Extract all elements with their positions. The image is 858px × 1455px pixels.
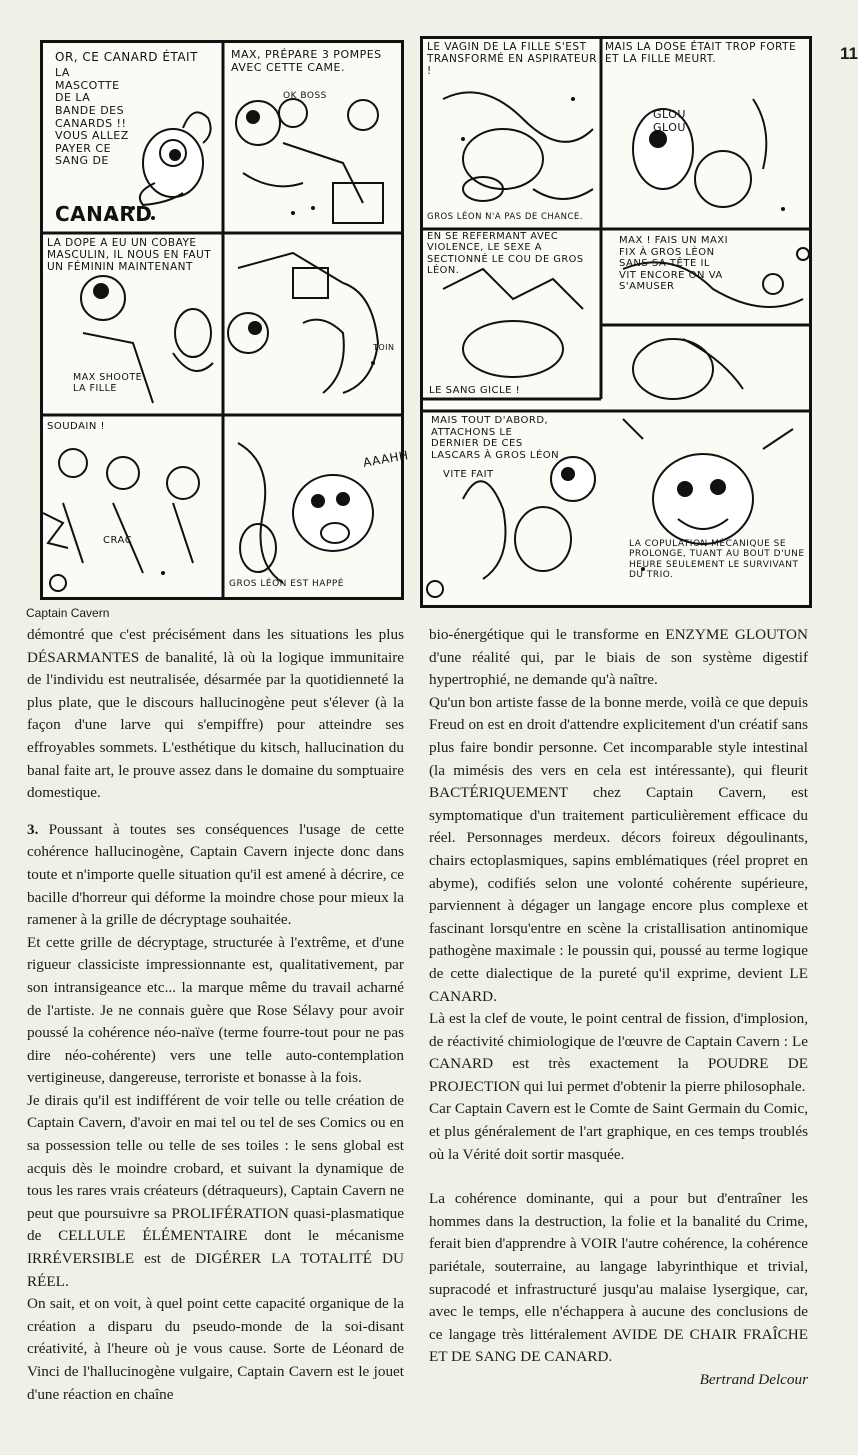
paragraph: Car Captain Cavern est le Comte de Saint Germain du Comic, et plus généralement de l'art graphique, en ces temps troublés où la Vérité doit sortir masquée.: [429, 1100, 808, 1163]
page-number: 11: [840, 44, 858, 63]
panel-3-speech: LA DOPE A EU UN COBAYE MASCULIN, IL NOUS EN FAUT UN FÉMININ MAINTENANT: [47, 237, 212, 274]
panel-6-scream: AAAHH: [361, 448, 410, 470]
panel-r1-caption: LE VAGIN DE LA FILLE S'EST TRANSFORMÉ EN ASPIRATEUR !: [427, 41, 597, 78]
paragraph: bio-énergétique qui le transforme en ENZYME GLOUTON d'une réalité qui, par le biais de son système digestif hypertrophié, ne demande qu'à naître.: [429, 626, 808, 689]
panel-1-title: OR, CE CANARD ÉTAIT: [55, 50, 198, 64]
panel-r6-speech: MAIS TOUT D'ABORD, ATTACHONS LE DERNIER DE CES LASCARS À GROS LÉON: [431, 415, 560, 461]
panel-1-speech: LA MASCOTTE DE LA BANDE DES CANARDS !! VOUS ALLEZ PAYER CE SANG DE: [55, 66, 129, 168]
article-column-right: [429, 624, 808, 1392]
comic-strip-left: [40, 40, 410, 600]
paragraph: Qu'un bon artiste fasse de la bonne merde, voilà ce que depuis Freud on est en droit d'attendre explicitement d'un créatif sans plus faire bondir personne. Cet incomparable style intestinal (la mimésis des vers en cela est intéressante), qui fleurit BACTÉRIQUEMENT chez Captain Cavern, est symptomatique d'un traitement particulièrement efficace du réel. Personnages merdeux. décors foireux dégoulinants, chairs ectoplasmiques, sapins emblématiques (réel propret en abyme), codifiés selon une volonté cohérente supérieure, parviennent à dégager un langage encore plus complexe et fascinant lorsqu'entre en scène la cristallisation antinomique pathogène maximale : le poussin qui, poussé au terme logique de cette dialectique de la pureté qu'il exprime, devient LE CANARD.: [429, 693, 808, 1005]
panel-6-caption: GROS LÉON EST HAPPÉ: [229, 579, 344, 589]
panel-4-small: TOIN: [373, 343, 395, 352]
paragraph-numbered: [27, 819, 404, 932]
panel-r7-caption: LA COPULATION MÉCANIQUE SE PROLONGE, TUANT AU BOUT D'UNE HEURE SEULEMENT LE SURVIVANT DU TRIO.: [629, 539, 805, 581]
paragraph: On sait, et on voit, à quel point cette capacité organique de la création a disparu du pseudo-monde de la soi-disant créativité, à l'heure où je vous cause. Sorte de Léonard de Vinci de l'hallucinogène vulgaire, Captain Cavern est le jouet d'une réaction en chaîne: [27, 1295, 404, 1403]
article-column-left: [27, 624, 404, 1406]
paragraph: Et cette grille de décryptage, structurée à l'extrême, et d'une rigueur classiciste impressionnante est, qualitativement, par son intransigeance etc... la marque même du travail acharné de l'artiste. Je ne connais guère que Rose Sélavy pour avoir poussé la cohérence néo-naïve (terme fourre-tout pour ne pas dire néo-cohérente) vers une telle auto-contemplation vertigineuse, dangereuse, terroriste et bonasse à la fois.: [27, 933, 404, 1087]
panel-2-speech: MAX, PRÉPARE 3 POMPES AVEC CETTE CAME.: [231, 48, 382, 74]
paragraph: démontré que c'est précisément dans les situations les plus DÉSARMANTES de banalité, là où la logique immunitaire de l'individu est neutralisée, désarmée par la quotidienneté la plus plate, que le discours hallucinogène peut s'élever (à la façon d'une larve qui s'empiffre) pour atteindre ses effroyables sommets. L'esthétique du kitsch, hallucination du banal faite art, le prouve assez dans le domaine du somptuaire domestique.: [27, 626, 404, 802]
section-number: 3.: [27, 820, 39, 838]
panel-r3-small: GROS LÉON N'A PAS DE CHANCE.: [427, 212, 583, 222]
panel-r5-caption: LE SANG GICLE !: [429, 385, 521, 396]
comic-right-artwork: [423, 39, 809, 605]
image-caption: Captain Cavern: [26, 606, 110, 620]
panel-r2-sound: GLOU GLOU: [653, 108, 686, 134]
panel-r4-speech: MAX ! FAIS UN MAXI FIX À GROS LÉON SANS SA TÊTE IL VIT ENCORE ON VA S'AMUSER: [619, 235, 729, 292]
panel-r2-caption: MAIS LA DOSE ÉTAIT TROP FORTE ET LA FILLE MEURT.: [605, 41, 797, 66]
paragraph: Là est la clef de voute, le point central de fission, d'implosion, de réactivité chimiologique de l'œuvre de Captain Cavern : Le CANARD est très exactement la POUDRE DE PROJECTION qui lui permet d'obtenir la pierre philosophale.: [429, 1010, 808, 1095]
author-signature: Bertrand Delcour: [699, 1371, 808, 1388]
comic-strip-right: [420, 36, 812, 608]
panel-5-small: CRAC: [103, 535, 133, 546]
panel-r6-small: VITE FAIT: [443, 469, 494, 480]
panel-1-big-word: CANARD: [55, 202, 153, 226]
paragraph: La cohérence dominante, qui a pour but d'entraîner les hommes dans la destruction, la folie et la banalité du Crime, ferait bien d'apprendre à VOIR l'autre cohérence, la cohérence pariétale, souterraine, au langage labyrinthique et trivial, supracodé et infrastructuré jusqu'au malaise lysergique, car, avec le temps, elle n'échappera à aucune des conclusions de ce langage très littéralement AVIDE DE CHAIR FRAÎCHE ET DE SANG DE CANARD.: [429, 1190, 808, 1366]
panel-r3-caption: EN SE REFERMANT AVEC VIOLENCE, LE SEXE A SECTIONNÉ LE COU DE GROS LÉON.: [427, 231, 584, 276]
paragraph-text: Poussant à toutes ses conséquences l'usage de cette cohérence hallucinogène, Captain Cavern injecte donc dans toute et n'importe quelle situation qu'il est amené à décrire, ce bacille d'horreur qui déforme la moindre chose pour mieux la ramener à la grille de décryptage souhaitée.: [27, 820, 404, 929]
panel-5-caption: SOUDAIN !: [47, 421, 106, 432]
panel-3-small: MAX SHOOTE LA FILLE: [73, 372, 143, 394]
panel-2-small: OK BOSS: [283, 91, 327, 101]
paragraph: Je dirais qu'il est indifférent de voir telle ou telle création de Captain Cavern, d'avoir en mai tel ou tel de ses Comics ou en sa possession telle ou telle de ses toiles : le sens global est acquis dès le moindre crobard, et suivant la dynamique de tous les rares vrais créateurs (détraqueurs), Captain Cavern ne peut que poursuivre sa PROLIFÉRATION quasi-plasmatique de CELLULE ÉLÉMENTAIRE dont le mécanisme IRRÉVERSIBLE est de DIGÉRER LA TOTALITÉ DU RÉEL.: [27, 1091, 404, 1290]
